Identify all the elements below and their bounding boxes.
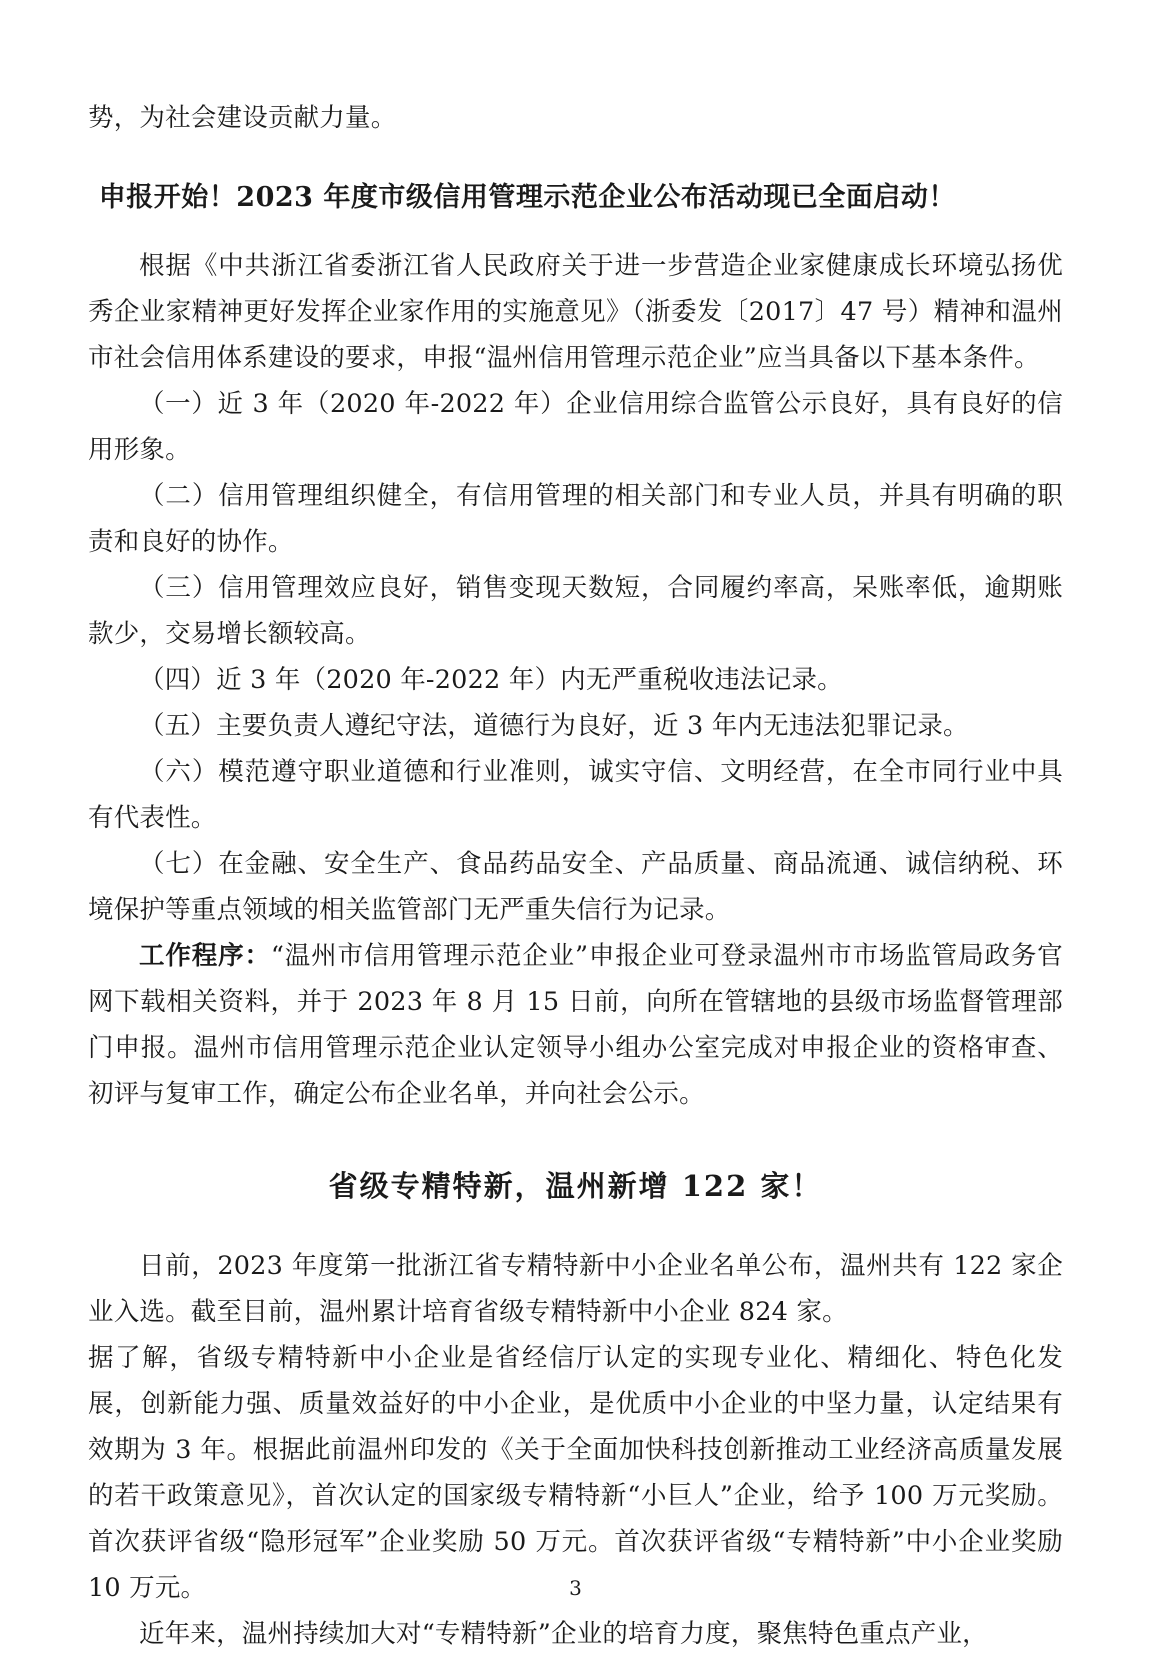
- spacer: [88, 141, 1063, 175]
- paragraph: 根据《中共浙江省委浙江省人民政府关于进一步营造企业家健康成长环境弘扬优秀企业家精神更好发挥企业家作用的实施意见》（浙委发〔2017〕47 号）精神和温州市社会信用体系建设的要求，申报“温州信用管理示范企业”应当具备以下基本条件。: [88, 251, 1063, 373]
- page-number: 3: [569, 1576, 582, 1600]
- spacer: [88, 1209, 1063, 1243]
- section-heading-credit-management: 申报开始！2023 年度市级信用管理示范企业公布活动现已全面启动！: [98, 182, 956, 213]
- spacer: [88, 1117, 1063, 1163]
- paragraph: （六）模范遵守职业道德和行业准则，诚实守信、文明经营，在全市同行业中具有代表性。: [88, 757, 1063, 833]
- procedure-label: 工作程序：: [139, 941, 271, 971]
- section-heading-specialized-enterprises: 省级专精特新，温州新增 122 家！: [328, 1169, 823, 1203]
- paragraph: （一）近 3 年（2020 年-2022 年）企业信用综合监管公示良好，具有良好的信用形象。: [88, 389, 1063, 465]
- paragraph: （四）近 3 年（2020 年-2022 年）内无严重税收违法记录。: [139, 665, 843, 695]
- paragraph: 日前，2023 年度第一批浙江省专精特新中小企业名单公布，温州共有 122 家企业入选。截至目前，温州累计培育省级专精特新中小企业 824 家。: [88, 1251, 1063, 1327]
- procedure-text: “温州市信用管理示范企业”申报企业可登录温州市市场监管局政务官网下载相关资料，并于 2023 年 8 月 15 日前，向所在管辖地的县级市场监督管理部门申报。温州市信用管理示范企业认定领导小组办公室完成对申报企业的资格审查、初评与复审工作，确定公布企业名单，并向社会公示。: [88, 941, 1063, 1109]
- paragraph: 据了解，省级专精特新中小企业是省经信厅认定的实现专业化、精细化、特色化发展，创新能力强、质量效益好的中小企业，是优质中小企业的中坚力量，认定结果有效期为 3 年。根据此前温州印发的《关于全面加快科技创新推动工业经济高质量发展的若干政策意见》，首次认定的国家级专精特新“小巨人”企业，给予 100 万元奖励。首次获评省级“隐形冠军”企业奖励 50 万元。首次获评省级“专精特新”中小企业奖励 10 万元。: [88, 1343, 1063, 1603]
- paragraph: 近年来，温州持续加大对“专精特新”企业的培育力度，聚焦特色重点产业，: [139, 1619, 988, 1649]
- paragraph: （三）信用管理效应良好，销售变现天数短，合同履约率高，呆账率低，逾期账款少，交易增长额较高。: [88, 573, 1063, 649]
- paragraph: （七）在金融、安全生产、食品药品安全、产品质量、商品流通、诚信纳税、环境保护等重点领域的相关监管部门无严重失信行为记录。: [88, 849, 1063, 925]
- paragraph: （二）信用管理组织健全，有信用管理的相关部门和专业人员，并具有明确的职责和良好的协作。: [88, 481, 1063, 557]
- spacer: [88, 221, 1063, 243]
- paragraph: （五）主要负责人遵纪守法，道德行为良好，近 3 年内无违法犯罪记录。: [139, 711, 969, 741]
- continued-paragraph: 势，为社会建设贡献力量。: [88, 103, 397, 133]
- procedure-paragraph: [88, 933, 1063, 1117]
